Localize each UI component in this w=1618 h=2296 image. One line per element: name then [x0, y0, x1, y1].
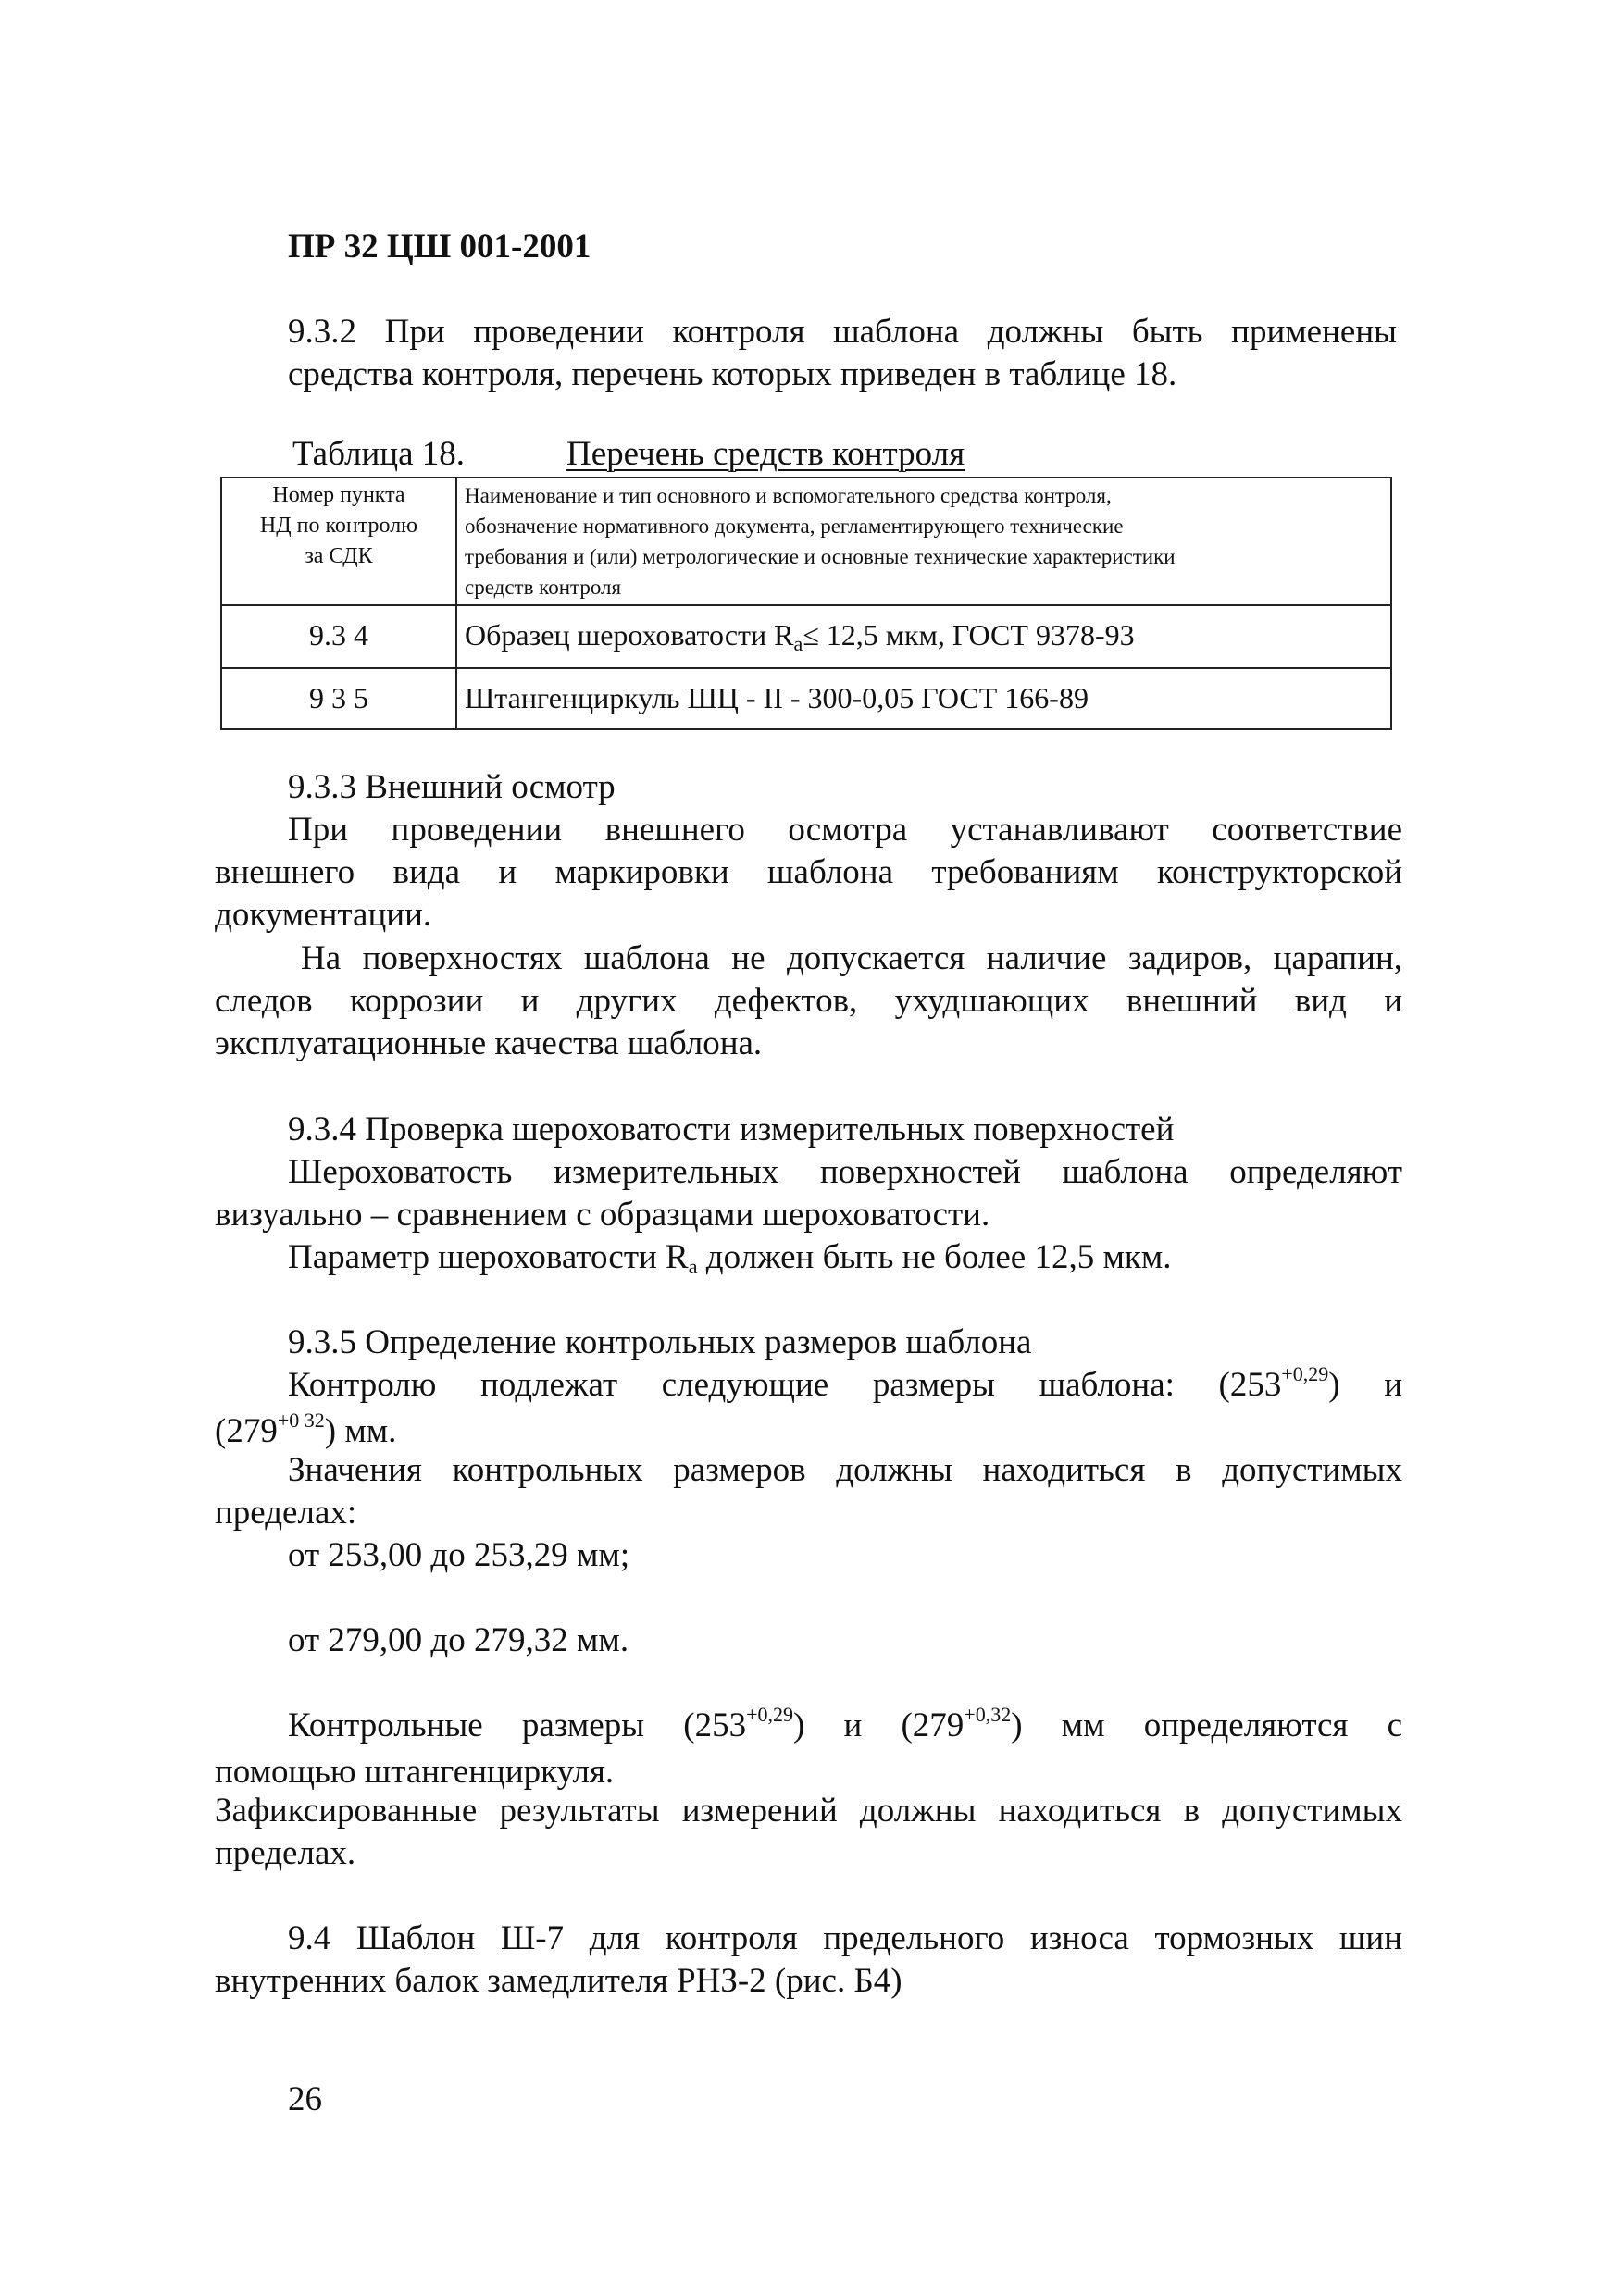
header-cell-name [456, 478, 1391, 605]
row-name [456, 605, 1391, 668]
header-text: Наименование и тип основного и вспомогательного средства контроля, [465, 484, 1112, 507]
section-9-3-5-paragraph-4 [215, 1790, 1402, 1875]
section-9-3-5-paragraph-2 [215, 1449, 1402, 1534]
superscript: +0,32 [964, 1703, 1012, 1726]
table-row [221, 668, 1391, 729]
paragraph-line: внутренних балок замедлителя РНЗ-2 (рис. Б4) [215, 1962, 902, 2000]
row-name: Штангенциркуль ШЦ - II - 300-0,05 ГОСТ 166-89 [456, 668, 1391, 729]
paragraph-line: средства контроля, перечень которых приведен в таблице 18. [288, 355, 1177, 393]
paragraph-line: визуально – сравнением с образцами шероховатости. [215, 1196, 990, 1234]
paragraph-text: должен быть не более 12,5 мкм. [697, 1238, 1172, 1276]
paragraph-text: Параметр шероховатости R [288, 1238, 689, 1276]
section-9-3-4-heading: 9.3.4 Проверка шероховатости измерительных поверхностей [288, 1111, 1175, 1148]
paragraph-line: документации. [215, 896, 432, 934]
paragraph-line: помощью штангенциркуля. [215, 1753, 615, 1791]
table-title: Перечень средств контроля [566, 435, 965, 473]
paragraph-line: пределах. [215, 1834, 356, 1872]
section-9-3-3-paragraph-2 [215, 937, 1402, 1065]
row-name-text: ≤ 12,5 мкм, ГОСТ 9378-93 [803, 618, 1135, 652]
paragraph-text: ) и (279 [793, 1706, 965, 1744]
section-9-4 [215, 1917, 1402, 2003]
paragraph-line: На поверхностях шаблона не допускается наличие задиров, царапин, [301, 939, 1402, 977]
header-text: Номер пункта [272, 483, 405, 507]
paragraph-line: внешнего вида и маркировки шаблона требованиям конструкторской [215, 853, 1402, 891]
paragraph-text: Контрольные размеры (253 [288, 1706, 747, 1744]
subscript: a [793, 632, 803, 655]
control-means-table [220, 477, 1392, 730]
paragraph-line: При проведении внешнего осмотра устанавливают соответствие [288, 811, 1402, 849]
section-9-3-3-paragraph-1 [215, 809, 1402, 937]
paragraph-line [215, 1705, 1402, 1751]
header-text: требования и (или) метрологические и основные технические характеристики [465, 545, 1176, 568]
paragraph-text: ) и [1328, 1366, 1403, 1404]
header-text: обозначение нормативного документа, регламентирующего технические [465, 515, 1124, 538]
table-header-row [221, 478, 1391, 605]
paragraph-line: следов коррозии и других дефектов, ухудшающих внешний вид и [215, 982, 1402, 1020]
section-9-3-5-heading: 9.3.5 Определение контрольных размеров шаблона [288, 1323, 1032, 1361]
header-text: за СДК [305, 544, 373, 568]
section-9-3-5-paragraph-3 [215, 1705, 1402, 1793]
range-line-2: от 279,00 до 279,32 мм. [288, 1621, 629, 1659]
paragraph-line: Значения контрольных размеров должны находиться в допустимых [288, 1451, 1402, 1489]
paragraph-line: Зафиксированные результаты измерений должны находиться в допустимых [215, 1792, 1402, 1830]
superscript: +0,29 [746, 1703, 793, 1726]
paragraph-text: Контролю подлежат следующие размеры шаблона: (253 [288, 1366, 1282, 1404]
paragraph-line: 9.4 Шаблон Ш-7 для контроля предельного износа тормозных шин [288, 1919, 1402, 1957]
superscript: +0,29 [1281, 1362, 1329, 1385]
paragraph-text: ) мм определяются с [1011, 1706, 1402, 1744]
page-number: 26 [288, 2080, 322, 2118]
row-number: 9 3 5 [221, 668, 456, 729]
range-line-1: от 253,00 до 253,29 мм; [288, 1536, 630, 1574]
paragraph-text: ) мм. [324, 1412, 397, 1450]
header-text: НД по контролю [259, 514, 418, 538]
section-9-3-3-heading: 9.3.3 Внешний осмотр [288, 768, 616, 806]
paragraph-line [215, 1364, 1402, 1410]
table-row [221, 605, 1391, 668]
subscript: a [688, 1255, 698, 1278]
superscript: +0 32 [277, 1409, 325, 1432]
section-9-3-5-paragraph-1 [215, 1364, 1402, 1457]
table-label: Таблица 18. [292, 435, 465, 473]
paragraph-line: эксплуатационные качества шаблона. [215, 1024, 763, 1062]
paragraph-text: (279 [215, 1412, 278, 1450]
paragraph-line: пределах: [215, 1494, 357, 1532]
row-name-text: Образец шероховатости R [465, 618, 794, 652]
header-text: средств контроля [465, 576, 622, 599]
paragraph-line: Шероховатость измерительных поверхностей шаблона определяют [288, 1153, 1402, 1191]
section-9-3-4-paragraph-1 [215, 1151, 1402, 1236]
paragraph-line: 9.3.2 При проведении контроля шаблона должны быть применены [288, 313, 1397, 351]
document-header: ПР 32 ЦШ 001-2001 [288, 228, 591, 266]
section-9-3-4-paragraph-2 [288, 1236, 1397, 1283]
paragraph-9-3-2 [288, 311, 1397, 396]
row-number: 9.3 4 [221, 605, 456, 668]
header-cell-number [221, 478, 456, 605]
